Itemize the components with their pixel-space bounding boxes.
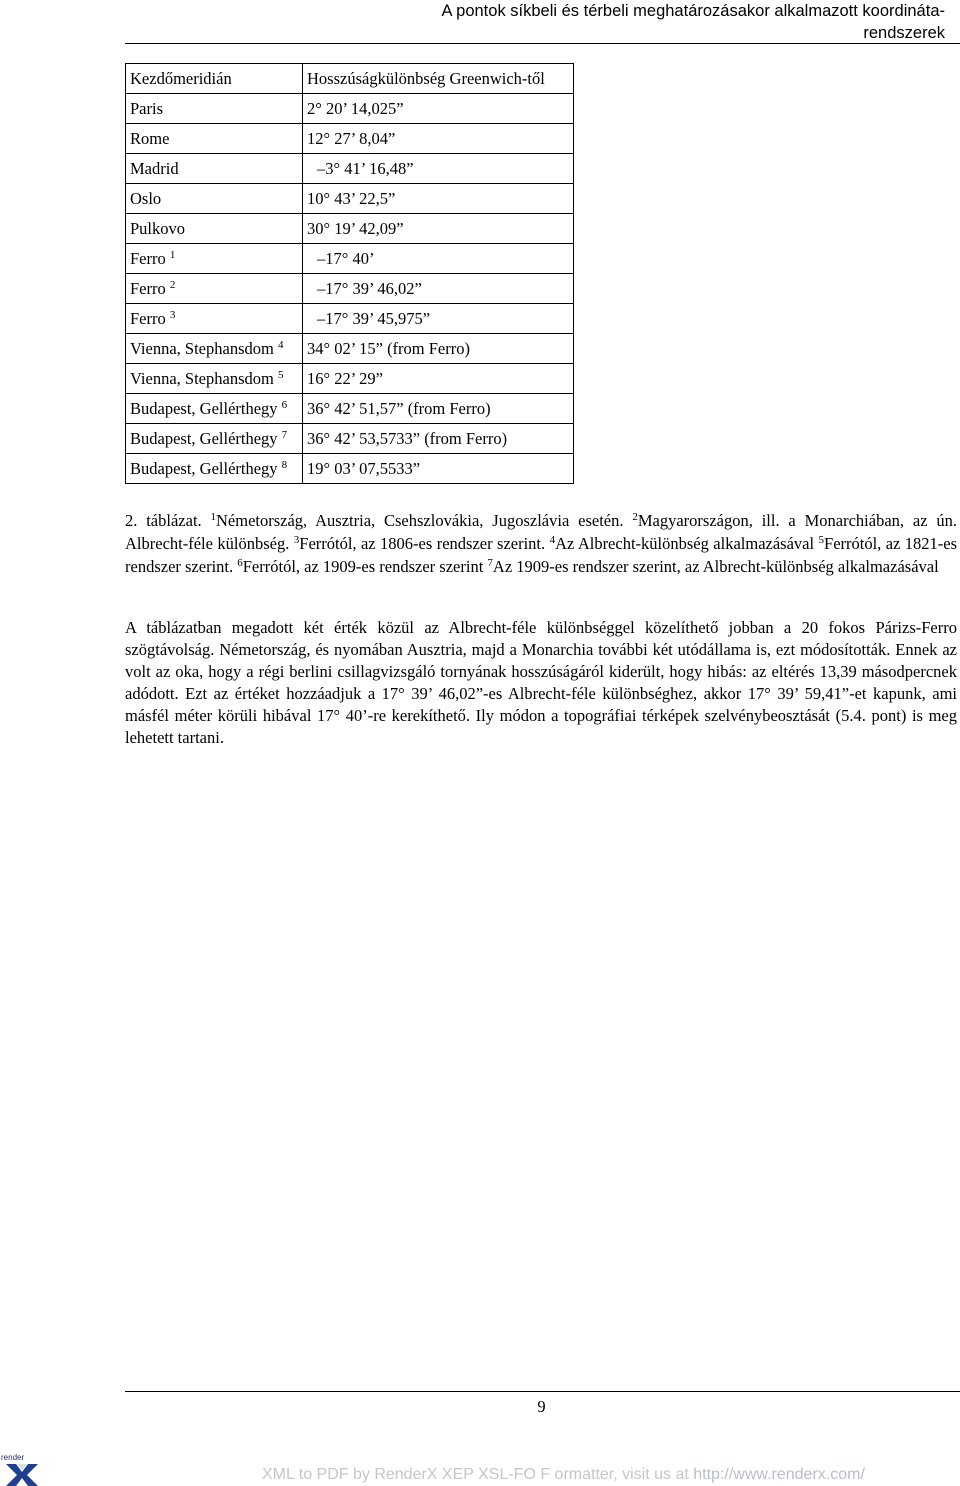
meridian-name: Oslo: [130, 188, 162, 208]
longitude-cell: [303, 394, 574, 424]
meridian-name-cell: [126, 304, 303, 334]
longitude-cell: [303, 154, 574, 184]
longitude-cell: [303, 334, 574, 364]
longitude-value: –3° 41’ 16,48”: [317, 158, 414, 178]
longitude-value: –17° 39’ 45,975”: [317, 308, 431, 328]
footnote-marker: 4: [277, 338, 284, 351]
table-row: [126, 334, 574, 364]
meridian-name-cell: [126, 244, 303, 274]
meridian-name-cell: [126, 184, 303, 214]
longitude-value: 30° 19’ 42,09”: [307, 218, 404, 238]
footnote-marker: 1: [169, 248, 176, 261]
longitude-value: –17° 40’: [317, 248, 375, 268]
meridian-name-cell: [126, 454, 303, 484]
table-row: [126, 154, 574, 184]
footnote-marker: 8: [281, 458, 288, 471]
longitude-value: 16° 22’ 29”: [307, 368, 383, 388]
table-row: [126, 184, 574, 214]
footnote-marker: 3: [169, 308, 176, 321]
table-row: [126, 304, 574, 334]
longitude-cell: [303, 454, 574, 484]
meridian-name: Budapest, Gellérthegy: [130, 428, 278, 448]
note-4-marker: 4: [549, 534, 556, 546]
body-paragraph: A táblázatban megadott két érték közül az Albrecht-féle különbséggel közelíthető jobban a 20 fokos Párizs-Ferro szögtávolság. Németország, és nyomában Ausztria, majd a Monarchia további két utódállama is, ezt módosították. Ennek az volt az oka, hogy a régi berlini csillagvizsgáló tornyának hosszúságáról kiderült, hogy hibás: az eltérés 13,39 másodpercnek adódott. Ezt az értéket hozzáadjuk a 17° 39’ 46,02”-es Albrecht-féle különbséghez, akkor 17° 39’ 59,41”-et kapunk, ami másfél méter körüli hibával 17° 40’-re kerekíthető. Ily módon a topográfiai térképek szelvénybeosztását (5.4. pont) is meg lehetett tartani.: [125, 618, 957, 747]
table-row: [126, 424, 574, 454]
running-header: [385, 0, 945, 44]
footnote-marker: 6: [281, 398, 288, 411]
table-row: [126, 394, 574, 424]
table-row: [126, 94, 574, 124]
longitude-value: 10° 43’ 22,5”: [307, 188, 396, 208]
meridian-name: Budapest, Gellérthegy: [130, 398, 278, 418]
note-5-marker: 5: [818, 534, 825, 546]
table-row: [126, 244, 574, 274]
longitude-cell: [303, 304, 574, 334]
table-row: [126, 124, 574, 154]
footnote-marker: 2: [169, 278, 176, 291]
meridian-name-cell: [126, 214, 303, 244]
note-2-marker: 2: [632, 511, 638, 523]
meridian-name-cell: [126, 424, 303, 454]
longitude-cell: [303, 424, 574, 454]
note-4-text: Az Albrecht-különbség alkalmazásával: [555, 534, 815, 553]
renderx-watermark: [262, 1466, 865, 1484]
table-row: [126, 364, 574, 394]
meridian-name: Rome: [130, 128, 170, 148]
longitude-cell: [303, 214, 574, 244]
longitude-value: –17° 39’ 46,02”: [317, 278, 422, 298]
meridian-name-cell: [126, 274, 303, 304]
footnote-marker: 5: [277, 368, 284, 381]
table-row: [126, 214, 574, 244]
note-7-marker: 7: [487, 557, 493, 569]
note-6-text: Ferrótól, az 1909-es rendszer szerint: [242, 557, 484, 576]
note-3-marker: 3: [293, 534, 300, 546]
meridian-table: [125, 63, 574, 484]
meridian-name-cell: [126, 154, 303, 184]
page-number: 9: [537, 1397, 546, 1416]
longitude-cell: [303, 274, 574, 304]
column-header-meridian: Kezdőmeridián: [126, 64, 303, 94]
longitude-cell: [303, 124, 574, 154]
meridian-name: Vienna, Stephansdom: [130, 368, 274, 388]
note-3-text: Ferrótól, az 1806-es rendszer szerint.: [299, 534, 546, 553]
longitude-cell: [303, 184, 574, 214]
meridian-name: Pulkovo: [130, 218, 186, 238]
note-1-text: Németország, Ausztria, Csehszlovákia, Jugoszlávia esetén.: [216, 511, 624, 530]
svg-text:render: render: [1, 1453, 25, 1462]
longitude-value: 36° 42’ 51,57” (from Ferro): [307, 398, 491, 418]
note-5-text: Ferrótól, az 1821-es rendszer szerint.: [125, 534, 958, 576]
meridian-name-cell: [126, 94, 303, 124]
longitude-cell: [303, 94, 574, 124]
longitude-value: 2° 20’ 14,025”: [307, 98, 404, 118]
longitude-value: 36° 42’ 53,5733” (from Ferro): [307, 428, 508, 448]
table-caption: [125, 509, 957, 578]
meridian-name-cell: [126, 364, 303, 394]
table-header-row: [126, 64, 574, 94]
meridian-name-cell: [126, 334, 303, 364]
longitude-cell: [303, 244, 574, 274]
note-1-marker: 1: [210, 511, 217, 523]
meridian-name: Budapest, Gellérthegy: [130, 458, 278, 478]
footer-rule: [125, 1391, 960, 1392]
longitude-cell: [303, 364, 574, 394]
meridian-name: Ferro: [130, 278, 166, 298]
caption-label: 2. táblázat.: [125, 511, 202, 530]
column-header-longitude: Hosszúságkülönbség Greenwich-től: [303, 64, 574, 94]
watermark-text: XML to PDF by RenderX XEP XSL-FO F ormatter, visit us at: [262, 1466, 689, 1483]
table-row: [126, 274, 574, 304]
note-2-text: Magyarországon, ill. a Monarchiában, az ún. Albrecht-féle különbség.: [125, 511, 958, 553]
meridian-name: Ferro: [130, 248, 166, 268]
table-row: [126, 454, 574, 484]
meridian-name: Madrid: [130, 158, 179, 178]
footnote-marker: 7: [281, 428, 288, 441]
meridian-name: Vienna, Stephansdom: [130, 338, 274, 358]
header-line-2: rendszerek: [863, 24, 945, 42]
meridian-name-cell: [126, 394, 303, 424]
renderx-logo-icon: [0, 1452, 44, 1486]
watermark-link[interactable]: http://www.renderx.com/: [693, 1466, 865, 1483]
meridian-name: Paris: [130, 98, 163, 118]
longitude-value: 34° 02’ 15” (from Ferro): [307, 338, 470, 358]
meridian-name-cell: [126, 124, 303, 154]
longitude-value: 12° 27’ 8,04”: [307, 128, 396, 148]
header-line-1: A pontok síkbeli és térbeli meghatározásakor alkalmazott koordináta-: [441, 2, 945, 20]
meridian-name: Ferro: [130, 308, 166, 328]
longitude-value: 19° 03’ 07,5533”: [307, 458, 421, 478]
note-6-marker: 6: [237, 557, 243, 569]
note-7-text: Az 1909-es rendszer szerint, az Albrecht-különbség alkalmazásával: [492, 557, 939, 576]
header-rule: [125, 43, 960, 44]
